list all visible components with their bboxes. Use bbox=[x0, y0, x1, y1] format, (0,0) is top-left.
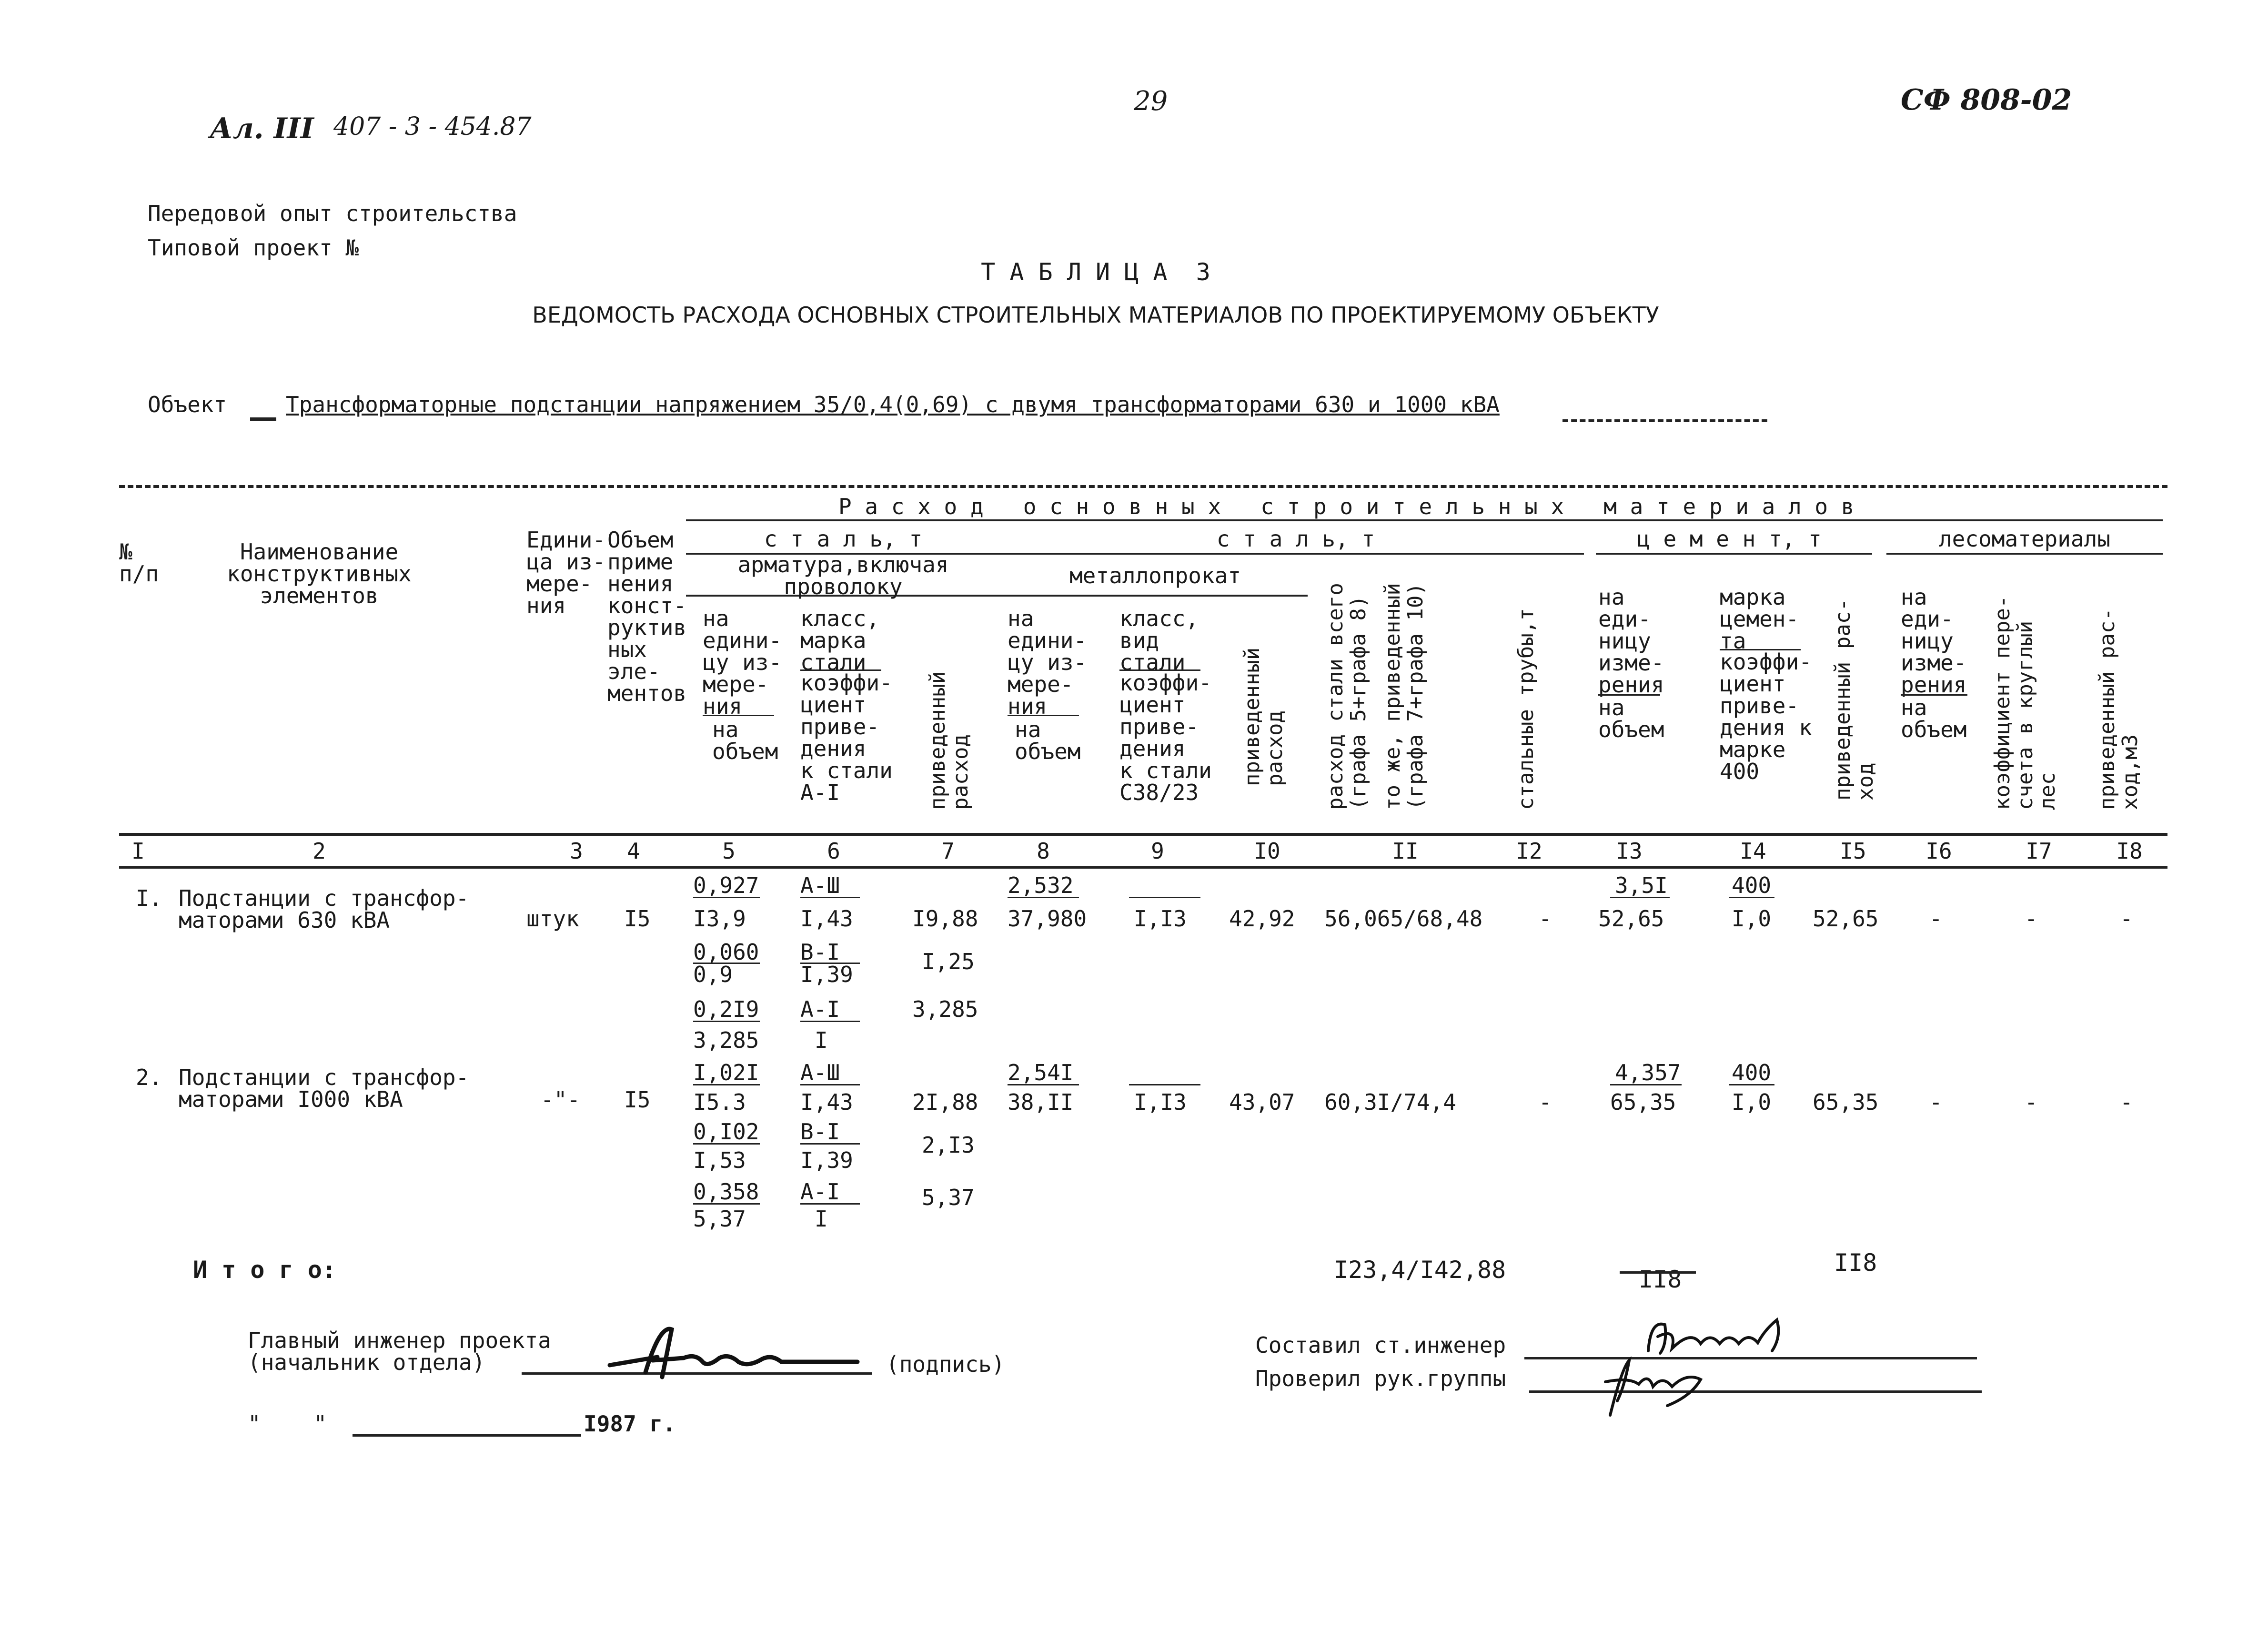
row1-rebar2-unit: 0,060 bbox=[693, 939, 759, 965]
col-number: I4 bbox=[1740, 838, 1766, 864]
th-rebar-group: арматура,включая проволоку bbox=[737, 552, 949, 599]
totals-steel: I23,4/I42,88 bbox=[1334, 1256, 1506, 1284]
th-c6-bottom: коэффи- циент приве- дения к стали А-I bbox=[800, 670, 893, 805]
th-c12: стальные трубы,т bbox=[1514, 608, 1538, 810]
rule-steel-2 bbox=[1000, 553, 1584, 555]
th-c14-top: марка цемен- та bbox=[1720, 584, 1799, 654]
row2-rebar3-class: А-I bbox=[800, 1179, 840, 1205]
row1-cement-unit: 3,5I bbox=[1615, 872, 1668, 898]
th-c8-top: на едини- цу из- мере- ния bbox=[1008, 606, 1087, 719]
col-number: 7 bbox=[941, 838, 955, 864]
row1-rebar1-fraction bbox=[693, 897, 760, 898]
th-c6: класс, марка стали bbox=[800, 606, 880, 675]
row2-rebar2-coef: I,39 bbox=[800, 1147, 853, 1173]
date-line bbox=[353, 1434, 581, 1437]
row2-cement-fraction bbox=[1610, 1084, 1682, 1085]
row2-metal-reduced: 43,07 bbox=[1229, 1089, 1295, 1115]
th-c14-bottom: коэффи- циент приве- дения к марке 400 bbox=[1720, 649, 1812, 784]
project-code: 407 - 3 - 454.87 bbox=[333, 112, 532, 141]
th-c8-fraction-line bbox=[1008, 715, 1079, 716]
th-c18: приведенный рас- ход,м3 bbox=[2095, 608, 2142, 810]
row2-rebar1-class-fraction bbox=[800, 1084, 860, 1085]
object-label: Объект bbox=[148, 392, 227, 417]
th-timber: лесоматериалы bbox=[1938, 526, 2111, 552]
row2-rebar3-obj: 5,37 bbox=[693, 1206, 746, 1232]
th-name: Наименование конструктивных элементов bbox=[227, 539, 412, 608]
row2-metal-coef: I,I3 bbox=[1134, 1089, 1187, 1115]
totals-cement-reduced: II8 bbox=[1834, 1249, 1877, 1277]
col-number: 3 bbox=[570, 838, 583, 864]
col-number: 4 bbox=[627, 838, 640, 864]
th-metal-group: металлопрокат bbox=[1069, 563, 1241, 588]
table-label: Т А Б Л И Ц А 3 bbox=[981, 258, 1210, 286]
row2-cement-coef: I,0 bbox=[1732, 1089, 1772, 1115]
row1-no: I. bbox=[136, 885, 162, 911]
row1-rebar3-class-fraction bbox=[800, 1021, 860, 1022]
doc-code: СФ 808-02 bbox=[1901, 83, 2072, 117]
col-number: 9 bbox=[1151, 838, 1164, 864]
row1-rebar2-obj: 0,9 bbox=[693, 962, 733, 987]
row2-pipes: - bbox=[1539, 1089, 1552, 1115]
row2-rebar2-fraction bbox=[693, 1143, 760, 1145]
page-number: 29 bbox=[1134, 86, 1168, 117]
th-cement: ц е м е н т, т bbox=[1637, 526, 1822, 552]
row1-cement-coef: I,0 bbox=[1732, 906, 1772, 932]
th-steel-1: с т а л ь, т bbox=[764, 526, 923, 552]
row1-volume: I5 bbox=[624, 906, 651, 932]
col-number: I7 bbox=[2026, 838, 2052, 864]
col-number: I6 bbox=[1925, 838, 1952, 864]
row2-metal-unit: 2,54I bbox=[1008, 1060, 1074, 1085]
row2-metal-obj: 38,II bbox=[1008, 1089, 1074, 1115]
date-year: I987 г. bbox=[584, 1411, 676, 1437]
rule-cement bbox=[1596, 553, 1872, 555]
sheet-ref: Ал. III bbox=[210, 112, 314, 145]
row1-rebar2-reduced: I,25 bbox=[922, 949, 975, 974]
row1-rebar2-coef: I,39 bbox=[800, 962, 853, 987]
th-c16-top: на еди- ницу изме- рения bbox=[1901, 584, 1967, 698]
row2-cement-reduced: 65,35 bbox=[1813, 1089, 1879, 1115]
row2-name: Подстанции с трансфор- маторами I000 кВА bbox=[179, 1064, 469, 1112]
row1-rebar3-obj: 3,285 bbox=[693, 1027, 759, 1053]
row1-metal-unit: 2,532 bbox=[1008, 872, 1074, 898]
row1-metal-fraction bbox=[1008, 897, 1079, 898]
column-number-rule bbox=[119, 866, 2167, 869]
object-dash-tail bbox=[1562, 419, 1767, 422]
row1-rebar3-reduced: 3,285 bbox=[912, 996, 978, 1022]
row1-rebar1-class: А-Ш bbox=[800, 872, 840, 898]
row2-total: 60,3I/74,4 bbox=[1324, 1089, 1456, 1115]
th-c10: приведенный расход bbox=[1240, 647, 1287, 786]
row2-rebar1-class: А-Ш bbox=[800, 1060, 840, 1085]
row2-cement-unit: 4,357 bbox=[1615, 1060, 1681, 1085]
checked-by-signature bbox=[1596, 1353, 1720, 1425]
row2-rebar1-obj: I5.3 bbox=[693, 1089, 746, 1115]
th-c9-bottom: коэффи- циент приве- дения к стали С38/23 bbox=[1119, 670, 1212, 805]
row1-metal-reduced: 42,92 bbox=[1229, 906, 1295, 932]
col-number: 6 bbox=[827, 838, 840, 864]
th-c5-fraction-line bbox=[703, 715, 774, 716]
col-number: I bbox=[131, 838, 145, 864]
table-heading: ВЕДОМОСТЬ РАСХОДА ОСНОВНЫХ СТРОИТЕЛЬНЫХ МАТЕРИАЛОВ ПО ПРОЕКТИРУЕМОМУ ОБЪЕКТУ bbox=[532, 302, 1659, 328]
row2-rebar1-unit: I,02I bbox=[693, 1060, 759, 1085]
row1-cement-obj: 52,65 bbox=[1598, 906, 1664, 932]
row2-rebar3-unit: 0,358 bbox=[693, 1179, 759, 1205]
row1-pipes: - bbox=[1539, 906, 1552, 932]
th-c13-bottom: на объем bbox=[1598, 695, 1664, 742]
row1-rebar2-class: В-I bbox=[800, 939, 840, 965]
table-header-bottom-rule bbox=[119, 833, 2167, 836]
col-number: I0 bbox=[1254, 838, 1280, 864]
th-c9: класс, вид стали bbox=[1119, 606, 1199, 675]
compiled-by-label: Составил ст.инженер bbox=[1255, 1332, 1506, 1358]
th-c13-top: на еди- ницу изме- рения bbox=[1598, 584, 1664, 698]
row1-cement-mark: 400 bbox=[1732, 872, 1772, 898]
row1-cement-mark-fraction bbox=[1729, 897, 1774, 898]
checked-by-label: Проверил рук.группы bbox=[1255, 1366, 1506, 1391]
row2-cement-mark-fraction bbox=[1729, 1084, 1774, 1085]
sign-hint: (подпись) bbox=[886, 1351, 1005, 1377]
th-c11-b: то же, приведенный (графа 7+графа 10) bbox=[1381, 583, 1428, 810]
row2-cement-mark: 400 bbox=[1732, 1060, 1772, 1085]
th-unit: Едини- ца из- мере- ния bbox=[526, 527, 606, 618]
col-number: II bbox=[1392, 838, 1419, 864]
th-c15: приведенный рас- ход bbox=[1831, 598, 1878, 801]
intro-line-2: Типовой проект № bbox=[148, 235, 359, 261]
row1-rebar3-unit: 0,2I9 bbox=[693, 996, 759, 1022]
row2-rebar2-class: В-I bbox=[800, 1119, 840, 1145]
row1-cement-reduced: 52,65 bbox=[1813, 906, 1879, 932]
row1-cement-fraction bbox=[1610, 897, 1670, 898]
intro-line-1: Передовой опыт строительства bbox=[148, 201, 517, 226]
row1-timber-16: - bbox=[1929, 906, 1943, 932]
rule-main-group bbox=[686, 519, 2163, 521]
row2-rebar2-class-fraction bbox=[800, 1143, 860, 1145]
th-c5-top: на едини- цу из- мере- ния bbox=[703, 606, 782, 719]
row1-metal-obj: 37,980 bbox=[1008, 906, 1087, 932]
row1-metal-class-fraction bbox=[1129, 897, 1200, 898]
object-value: Трансформаторные подстанции напряжением 35/0,4(0,69) с двумя трансформаторами 630 и 1000 кВА bbox=[286, 392, 1500, 417]
th-group-main: Р а с х о д о с н о в н ы х с т р о и т е л ь н ы х м а т е р и а л о в bbox=[838, 494, 1855, 519]
th-c16-bottom: на объем bbox=[1901, 695, 1967, 742]
row2-timber-17: - bbox=[2025, 1089, 2038, 1115]
col-number: I8 bbox=[2116, 838, 2143, 864]
date-quotes: " " bbox=[248, 1411, 327, 1437]
row2-rebar2-obj: I,53 bbox=[693, 1147, 746, 1173]
object-dash-lead bbox=[250, 417, 276, 421]
row1-rebar3-class: А-I bbox=[800, 996, 840, 1022]
row1-unit: штук bbox=[526, 906, 579, 932]
row1-rebar3-fraction bbox=[693, 1021, 760, 1022]
row2-unit: -"- bbox=[541, 1087, 581, 1113]
row2-timber-18: - bbox=[2120, 1089, 2133, 1115]
col-number: I5 bbox=[1840, 838, 1866, 864]
row2-rebar1-fraction bbox=[693, 1084, 760, 1085]
row2-rebar1-reduced: 2I,88 bbox=[912, 1089, 978, 1115]
row1-rebar1-class-fraction bbox=[800, 897, 860, 898]
col-number: I2 bbox=[1516, 838, 1542, 864]
totals-cement-obj-overline bbox=[1620, 1271, 1696, 1274]
th-no: № п/п bbox=[119, 539, 159, 587]
row2-rebar1-coef: I,43 bbox=[800, 1089, 853, 1115]
row2-rebar3-coef: I bbox=[815, 1206, 828, 1232]
row1-rebar1-reduced: I9,88 bbox=[912, 906, 978, 932]
row2-rebar2-reduced: 2,I3 bbox=[922, 1132, 975, 1158]
row1-timber-17: - bbox=[2025, 906, 2038, 932]
chief-signature bbox=[600, 1320, 867, 1391]
row1-rebar3-coef: I bbox=[815, 1027, 828, 1053]
row1-rebar1-unit: 0,927 bbox=[693, 872, 759, 898]
row2-volume: I5 bbox=[624, 1087, 651, 1113]
row2-no: 2. bbox=[136, 1064, 162, 1090]
rule-metal bbox=[1000, 595, 1308, 597]
th-c5-bottom: на объем bbox=[712, 717, 778, 764]
th-c17: коэффициент пере- счета в круглый лес bbox=[1990, 595, 2060, 810]
row2-rebar3-fraction bbox=[693, 1203, 760, 1205]
totals-label: И т о г о: bbox=[193, 1256, 337, 1284]
row1-metal-coef: I,I3 bbox=[1134, 906, 1187, 932]
row1-rebar1-obj: I3,9 bbox=[693, 906, 746, 932]
row2-metal-class-fraction bbox=[1129, 1084, 1200, 1085]
row1-rebar1-coef: I,43 bbox=[800, 906, 853, 932]
th-c11-a: расход стали всего (графа 5+графа 8) bbox=[1323, 583, 1371, 810]
row1-name: Подстанции с трансфор- маторами 630 кВА bbox=[179, 885, 469, 933]
row2-cement-obj: 65,35 bbox=[1610, 1089, 1676, 1115]
totals-cement-obj: II8 bbox=[1639, 1266, 1682, 1293]
row1-timber-18: - bbox=[2120, 906, 2133, 932]
rule-timber bbox=[1886, 553, 2163, 555]
th-c8-bottom: на объем bbox=[1015, 717, 1081, 764]
row2-timber-16: - bbox=[1929, 1089, 1943, 1115]
th-steel-2: с т а л ь, т bbox=[1216, 526, 1375, 552]
th-c7: приведенный расход bbox=[926, 671, 973, 810]
row2-rebar3-class-fraction bbox=[800, 1203, 860, 1205]
row2-rebar3-reduced: 5,37 bbox=[922, 1185, 975, 1210]
row2-rebar2-unit: 0,I02 bbox=[693, 1119, 759, 1145]
th-volume: Объем приме нения конст- руктив ных эле- ментов bbox=[607, 527, 687, 706]
row2-metal-fraction bbox=[1008, 1084, 1079, 1085]
col-number: 5 bbox=[722, 838, 736, 864]
row1-total: 56,065/68,48 bbox=[1324, 906, 1483, 932]
col-number: I3 bbox=[1616, 838, 1643, 864]
chief-engineer-label: Главный инженер проекта (начальник отдела) bbox=[248, 1328, 551, 1375]
col-number: 2 bbox=[312, 838, 326, 864]
table-top-rule bbox=[119, 485, 2167, 488]
col-number: 8 bbox=[1037, 838, 1050, 864]
